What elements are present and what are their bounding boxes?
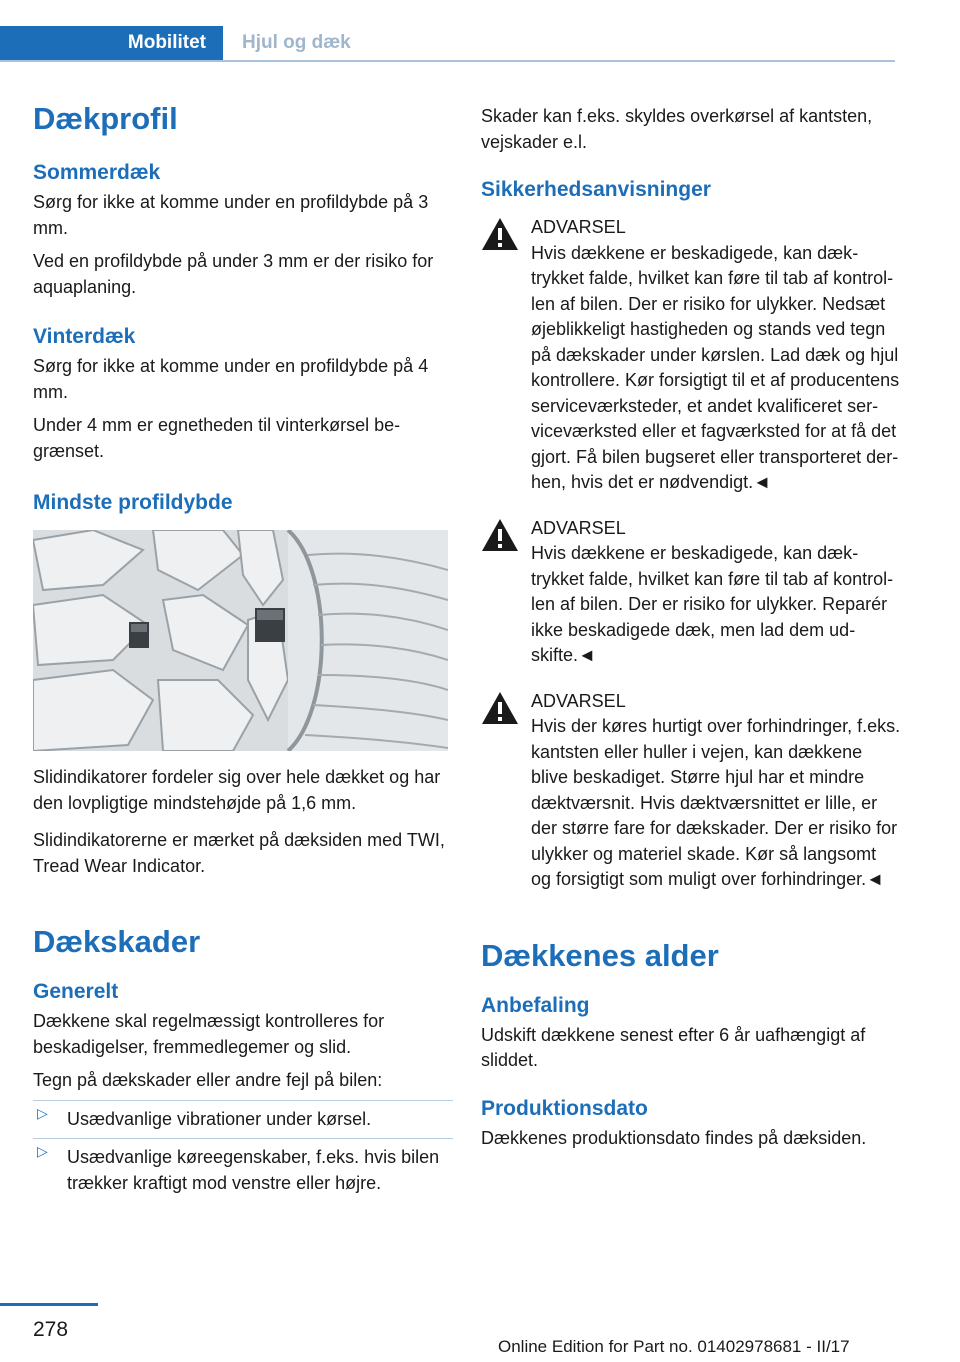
list-item <box>33 1138 453 1196</box>
list-item-text: Usædvanlige vibrationer under kørsel. <box>67 1108 372 1129</box>
tab-mobilitet[interactable]: Mobilitet <box>0 26 223 60</box>
warning-body: Hvis dækkene er beskadigede, kan dæktrykket falde, hvilket kan føre til tab af kontrollen af bilen. Der er risiko for ulykker. Nedsæt øjeblikkeligt hastigheden og stands ved tegn på dækskader under kørslen. Lad dæk og hjul kontrollere. Kør forsigtigt til et af producentens serviceværksteder, et andet kvalificeret serviceværksted eller et fagværksted for at få det gjort. Få bilen bugseret eller transporteret derhen, hvis det er nødvendigt.◄ <box>531 242 900 492</box>
right-column <box>481 100 901 1151</box>
edition-note: Online Edition for Part no. 01402978681 - II/17 <box>498 1337 850 1356</box>
warning-block <box>481 215 901 496</box>
warning-triangle-icon <box>481 691 519 725</box>
heading-mindste-profildybde: Mindste profildybde <box>33 491 233 514</box>
heading-produktionsdato: Produktionsdato <box>481 1096 648 1120</box>
warning-title: ADVARSEL <box>531 690 626 711</box>
paragraph: Ved en profildybde på under 3 mm er der risiko for aquaplaning. <box>33 251 434 297</box>
paragraph: Sørg for ikke at komme under en profildybde på 3 mm. <box>33 192 429 238</box>
paragraph: Udskift dækkene senest efter 6 år uafhængigt af sliddet. <box>481 1024 866 1070</box>
list-item <box>33 1100 453 1133</box>
header-tabbar <box>0 0 895 62</box>
section-title-daekkenes-alder: Dækkenes alder <box>481 937 719 973</box>
paragraph: Skader kan f.eks. skyldes overkørsel af kantsten, vejskader e.l. <box>481 106 873 152</box>
paragraph: Slidindikatorer fordeler sig over hele dækket og har den lovpligtige mindstehøjde på 1,6 mm. <box>33 767 441 813</box>
heading-anbefaling: Anbefaling <box>481 993 590 1017</box>
paragraph: Dækkenes produktionsdato findes på dæksiden. <box>481 1127 867 1148</box>
warning-title: ADVARSEL <box>531 517 626 538</box>
section-title-daekprofil: Dækprofil <box>33 101 178 136</box>
paragraph: Slidindikatorerne er mærket på dæksiden med TWI, Tread Wear Indicator. <box>33 830 445 876</box>
heading-generelt: Generelt <box>33 980 119 1003</box>
warning-triangle-icon <box>481 217 519 251</box>
warning-block <box>481 516 901 669</box>
paragraph: Sørg for ikke at komme under en profildybde på 4 mm. <box>33 356 429 402</box>
paragraph: Dækkene skal regelmæssigt kontrolleres for beskadigelser, fremmedlegemer og slid. <box>33 1011 385 1057</box>
section-title-daekskader: Dækskader <box>33 924 201 959</box>
warning-triangle-icon <box>481 518 519 552</box>
list-item-text: Usædvanlige køreegenskaber, f.eks. hvis bilen trækker kraftigt mod venstre eller højre. <box>67 1147 440 1193</box>
bullet-triangle-icon: ▷ <box>37 1104 48 1121</box>
tab-hjul-og-daek[interactable]: Hjul og dæk <box>223 26 895 60</box>
heading-vinterdaek: Vinterdæk <box>33 325 136 348</box>
left-column <box>33 100 453 1196</box>
paragraph: Under 4 mm er egnetheden til vinterkørsel begrænset. <box>33 415 401 461</box>
warning-body: Hvis dækkene er beskadigede, kan dæktrykket falde, hvilket kan føre til tab af kontrollen af bilen. Der er risiko for ulykker. Reparér ikke beskadigede dæk, men lad dem udskifte.◄ <box>531 543 894 665</box>
heading-sommerdaek: Sommerdæk <box>33 161 161 184</box>
paragraph: Tegn på dækskader eller andre fejl på bilen: <box>33 1070 383 1090</box>
bullet-triangle-icon: ▷ <box>37 1143 48 1159</box>
tire-tread-illustration <box>33 530 448 751</box>
page-number: 278 <box>33 1318 69 1341</box>
header-divider <box>0 60 895 62</box>
warning-block <box>481 689 901 893</box>
warning-title: ADVARSEL <box>531 217 626 237</box>
warning-body: Hvis der køres hurtigt over forhindringer, f.eks. kantsten eller huller i vejen, kan dækkene blive beskadiget. Større hjul har et mindre dæktværsnit. Hvis dæktværsnittet er lille, er der større fare for dækskader. Der er risiko for ulykker og materiel skade. Kør så langsomt og forsigtigt som muligt over forhindringer.◄ <box>531 716 901 889</box>
heading-sikkerhedsanvisninger: Sikkerhedsanvisninger <box>481 178 711 201</box>
damage-signs-list <box>33 1100 453 1197</box>
footer-accent-line <box>0 1303 98 1306</box>
